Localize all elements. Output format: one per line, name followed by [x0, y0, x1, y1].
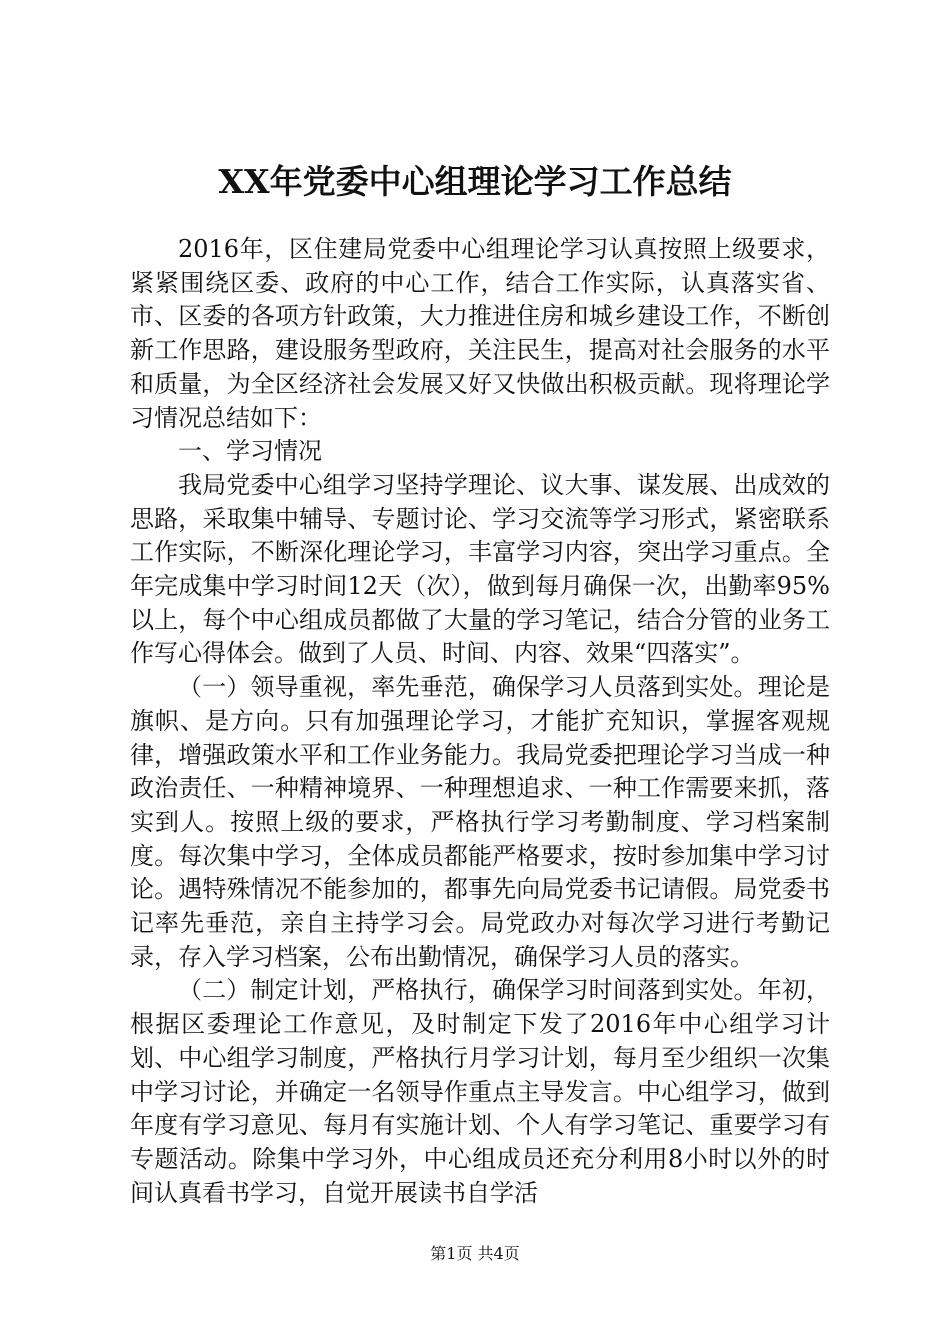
document-body [130, 233, 830, 1210]
paragraph-study-overview: 我局党委中心组学习坚持学理论、议大事、谋发展、出成效的思路，采取集中辅导、专题讨论、学习交流等学习形式，紧密联系工作实际，不断深化理论学习，丰富学习内容，突出学习重点。全年完成集中学习时间12天（次），做到每月确保一次，出勤率95%以上，每个中心组成员都做了大量的学习笔记，结合分管的业务工作写心得体会。做到了人员、时间、内容、效果“四落实”。 [130, 470, 830, 668]
paragraph-leadership: （一）领导重视，率先垂范，确保学习人员落到实处。理论是旗帜、是方向。只有加强理论学习，才能扩充知识，掌握客观规律，增强政策水平和工作业务能力。我局党委把理论学习当成一种政治责任、一种精神境界、一种理想追求、一种工作需要来抓，落实到人。按照上级的要求，严格执行学习考勤制度、学习档案制度。每次集中学习，全体成员都能严格要求，按时参加集中学习讨论。遇特殊情况不能参加的，都事先向局党委书记请假。局党委书记率先垂范，亲自主持学习会。局党政办对每次学习进行考勤记录，存入学习档案，公布出勤情况，确保学习人员的落实。 [130, 673, 830, 971]
document-title: XX年党委中心组理论学习工作总结 [218, 162, 732, 201]
paragraph-planning: （二）制定计划，严格执行，确保学习时间落到实处。年初，根据区委理论工作意见，及时制定下发了2016年中心组学习计划、中心组学习制度，严格执行月学习计划，每月至少组织一次集中学习讨论，并确定一名领导作重点主导发言。中心组学习，做到年度有学习意见、每月有实施计划、个人有学习笔记、重要学习有专题活动。除集中学习外，中心组成员还充分利用8小时以外的时间认真看书学习，自觉开展读书自学活 [130, 976, 830, 1207]
page-number-footer: 第1页 共4页 [430, 1244, 520, 1263]
section-heading-study: 一、学习情况 [178, 437, 322, 466]
paragraph-intro: 2016年，区住建局党委中心组理论学习认真按照上级要求，紧紧围绕区委、政府的中心工作，结合工作实际，认真落实省、市、区委的各项方针政策，大力推进住房和城乡建设工作，不断创新工作思路，建设服务型政府，关注民生，提高对社会服务的水平和质量，为全区经济社会发展又好又快做出积极贡献。现将理论学习情况总结如下： [130, 235, 830, 432]
